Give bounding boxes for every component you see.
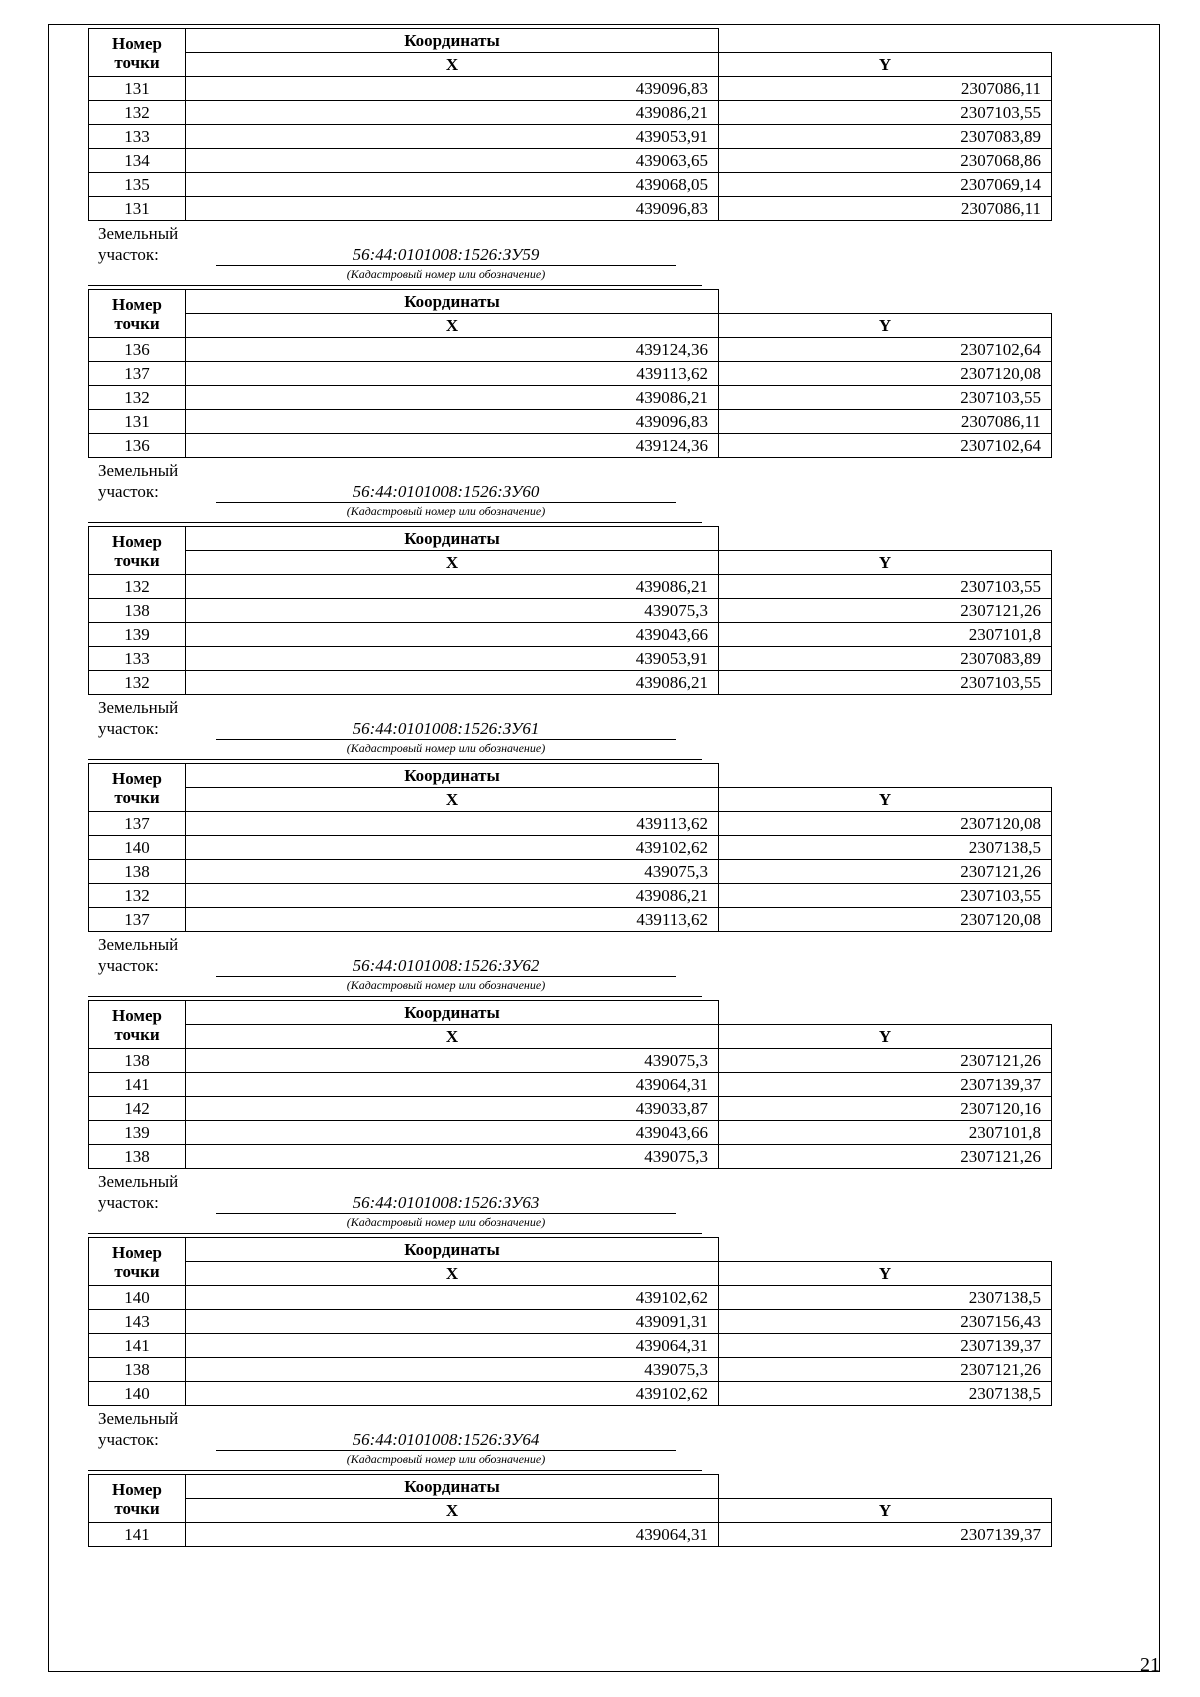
table-row [89, 173, 1052, 197]
table-row [89, 1097, 1052, 1121]
coordinates-table [88, 763, 1052, 932]
x-coordinate: 439102,62 [186, 1382, 719, 1406]
y-coordinate: 2307121,26 [719, 860, 1052, 884]
col-number-line2: точки [114, 52, 160, 72]
parcel-header [88, 221, 1052, 289]
table-row [89, 1145, 1052, 1169]
coordinates-table [88, 28, 1052, 221]
col-y-header: Y [719, 1499, 1052, 1523]
col-y-header: Y [719, 314, 1052, 338]
point-number: 135 [89, 173, 186, 197]
point-number: 132 [89, 101, 186, 125]
y-coordinate: 2307102,64 [719, 434, 1052, 458]
table-row [89, 1121, 1052, 1145]
x-coordinate: 439102,62 [186, 836, 719, 860]
col-x-header: X [186, 1262, 719, 1286]
table-row [89, 1382, 1052, 1406]
parcel-label-line2: участок: [98, 956, 159, 975]
header-blank-cell [719, 764, 1052, 788]
x-coordinate: 439124,36 [186, 434, 719, 458]
x-coordinate: 439113,62 [186, 362, 719, 386]
separator-line [88, 759, 702, 760]
point-number: 136 [89, 338, 186, 362]
point-number: 136 [89, 434, 186, 458]
header-blank-cell [719, 29, 1052, 53]
y-coordinate: 2307083,89 [719, 647, 1052, 671]
parcel-label-line2: участок: [98, 719, 159, 738]
col-number-line1: Номер [112, 1005, 162, 1025]
x-coordinate: 439102,62 [186, 1286, 719, 1310]
header-row-xy [89, 1025, 1052, 1049]
col-number-line2: точки [114, 313, 160, 333]
parcel-label-line2: участок: [98, 1193, 159, 1212]
x-coordinate: 439086,21 [186, 101, 719, 125]
point-number: 137 [89, 362, 186, 386]
y-coordinate: 2307139,37 [719, 1523, 1052, 1547]
table-row [89, 812, 1052, 836]
cadastral-caption: (Кадастровый номер или обозначение) [346, 1452, 546, 1466]
x-coordinate: 439063,65 [186, 149, 719, 173]
y-coordinate: 2307138,5 [719, 836, 1052, 860]
point-number: 132 [89, 671, 186, 695]
x-coordinate: 439075,3 [186, 1049, 719, 1073]
parcel-label [98, 934, 178, 976]
x-coordinate: 439064,31 [186, 1334, 719, 1358]
parcel-label [98, 697, 178, 739]
point-number: 138 [89, 1358, 186, 1382]
col-y-header: Y [719, 1025, 1052, 1049]
point-number: 132 [89, 386, 186, 410]
table-row [89, 77, 1052, 101]
y-coordinate: 2307120,08 [719, 908, 1052, 932]
col-y-header: Y [719, 1262, 1052, 1286]
header-blank-cell [719, 527, 1052, 551]
header-row-xy [89, 788, 1052, 812]
header-row-xy [89, 551, 1052, 575]
table-row [89, 410, 1052, 434]
col-coords-header: Координаты [186, 1001, 719, 1025]
table-row [89, 338, 1052, 362]
cadastral-caption: (Кадастровый номер или обозначение) [346, 978, 546, 992]
point-number: 138 [89, 860, 186, 884]
parcel-label [98, 1171, 178, 1213]
col-number-header [89, 290, 186, 338]
col-x-header: X [186, 314, 719, 338]
table-row [89, 671, 1052, 695]
col-coords-header: Координаты [186, 29, 719, 53]
x-coordinate: 439075,3 [186, 1145, 719, 1169]
parcel-label-line2: участок: [98, 245, 159, 264]
coordinates-table [88, 1237, 1052, 1406]
parcel-label [98, 1408, 178, 1450]
parcel-header [88, 1169, 1052, 1237]
cadastral-caption: (Кадастровый номер или обозначение) [346, 741, 546, 755]
parcel-label-line1: Земельный [98, 461, 179, 480]
point-number: 131 [89, 77, 186, 101]
y-coordinate: 2307102,64 [719, 338, 1052, 362]
point-number: 131 [89, 410, 186, 434]
y-coordinate: 2307139,37 [719, 1073, 1052, 1097]
y-coordinate: 2307101,8 [719, 1121, 1052, 1145]
table-row [89, 1358, 1052, 1382]
table-row [89, 197, 1052, 221]
parcel-label-line1: Земельный [98, 698, 179, 717]
col-number-header [89, 527, 186, 575]
point-number: 141 [89, 1523, 186, 1547]
header-row [89, 29, 1052, 53]
cadastral-caption: (Кадастровый номер или обозначение) [346, 267, 546, 281]
table-row [89, 623, 1052, 647]
header-row [89, 1475, 1052, 1499]
col-number-line1: Номер [112, 768, 162, 788]
col-coords-header: Координаты [186, 527, 719, 551]
coordinates-table [88, 1474, 1052, 1547]
x-coordinate: 439075,3 [186, 1358, 719, 1382]
point-number: 141 [89, 1073, 186, 1097]
table-row [89, 386, 1052, 410]
point-number: 133 [89, 647, 186, 671]
col-number-line1: Номер [112, 33, 162, 53]
cadastral-number: 56:44:0101008:1526:ЗУ61 [216, 719, 676, 740]
point-number: 137 [89, 812, 186, 836]
table-row [89, 149, 1052, 173]
x-coordinate: 439075,3 [186, 860, 719, 884]
y-coordinate: 2307121,26 [719, 1358, 1052, 1382]
y-coordinate: 2307086,11 [719, 197, 1052, 221]
table-row [89, 1334, 1052, 1358]
x-coordinate: 439033,87 [186, 1097, 719, 1121]
col-x-header: X [186, 1025, 719, 1049]
x-coordinate: 439113,62 [186, 908, 719, 932]
separator-line [88, 996, 702, 997]
col-x-header: X [186, 1499, 719, 1523]
x-coordinate: 439064,31 [186, 1073, 719, 1097]
parcel-label-line1: Земельный [98, 935, 179, 954]
y-coordinate: 2307120,08 [719, 812, 1052, 836]
col-number-line1: Номер [112, 531, 162, 551]
parcel-label [98, 223, 178, 265]
y-coordinate: 2307139,37 [719, 1334, 1052, 1358]
y-coordinate: 2307121,26 [719, 1145, 1052, 1169]
y-coordinate: 2307103,55 [719, 671, 1052, 695]
y-coordinate: 2307101,8 [719, 623, 1052, 647]
x-coordinate: 439086,21 [186, 386, 719, 410]
table-row [89, 599, 1052, 623]
separator-line [88, 285, 702, 286]
parcel-header [88, 458, 1052, 526]
parcel-label-line1: Земельный [98, 1409, 179, 1428]
point-number: 139 [89, 1121, 186, 1145]
header-row-xy [89, 1499, 1052, 1523]
point-number: 133 [89, 125, 186, 149]
header-row-xy [89, 53, 1052, 77]
coordinates-table [88, 1000, 1052, 1169]
coordinates-table [88, 526, 1052, 695]
col-number-line1: Номер [112, 294, 162, 314]
y-coordinate: 2307103,55 [719, 575, 1052, 599]
point-number: 138 [89, 1049, 186, 1073]
header-blank-cell [719, 1475, 1052, 1499]
x-coordinate: 439043,66 [186, 1121, 719, 1145]
coordinates-table [88, 289, 1052, 458]
y-coordinate: 2307086,11 [719, 410, 1052, 434]
point-number: 134 [89, 149, 186, 173]
x-coordinate: 439053,91 [186, 125, 719, 149]
cadastral-caption: (Кадастровый номер или обозначение) [346, 504, 546, 518]
x-coordinate: 439096,83 [186, 410, 719, 434]
separator-line [88, 1470, 702, 1471]
x-coordinate: 439124,36 [186, 338, 719, 362]
cadastral-number: 56:44:0101008:1526:ЗУ63 [216, 1193, 676, 1214]
header-row-xy [89, 314, 1052, 338]
table-row [89, 860, 1052, 884]
col-number-header [89, 29, 186, 77]
table-row [89, 101, 1052, 125]
header-row [89, 527, 1052, 551]
y-coordinate: 2307069,14 [719, 173, 1052, 197]
table-row [89, 908, 1052, 932]
table-row [89, 1310, 1052, 1334]
point-number: 132 [89, 575, 186, 599]
col-number-header [89, 1475, 186, 1523]
point-number: 138 [89, 1145, 186, 1169]
x-coordinate: 439068,05 [186, 173, 719, 197]
document-content [88, 28, 1052, 1547]
col-x-header: X [186, 551, 719, 575]
point-number: 138 [89, 599, 186, 623]
x-coordinate: 439075,3 [186, 599, 719, 623]
point-number: 132 [89, 884, 186, 908]
col-x-header: X [186, 53, 719, 77]
point-number: 140 [89, 1382, 186, 1406]
parcel-label [98, 460, 178, 502]
y-coordinate: 2307103,55 [719, 101, 1052, 125]
point-number: 131 [89, 197, 186, 221]
header-row [89, 1238, 1052, 1262]
header-row-xy [89, 1262, 1052, 1286]
table-row [89, 1073, 1052, 1097]
y-coordinate: 2307083,89 [719, 125, 1052, 149]
col-number-line2: точки [114, 550, 160, 570]
parcel-header [88, 695, 1052, 763]
x-coordinate: 439096,83 [186, 77, 719, 101]
parcel-label-line1: Земельный [98, 1172, 179, 1191]
col-coords-header: Координаты [186, 1238, 719, 1262]
header-row [89, 290, 1052, 314]
table-row [89, 647, 1052, 671]
col-number-line2: точки [114, 1261, 160, 1281]
table-row [89, 362, 1052, 386]
cadastral-number: 56:44:0101008:1526:ЗУ64 [216, 1430, 676, 1451]
cadastral-caption: (Кадастровый номер или обозначение) [346, 1215, 546, 1229]
col-number-line2: точки [114, 1498, 160, 1518]
col-coords-header: Координаты [186, 764, 719, 788]
cadastral-number: 56:44:0101008:1526:ЗУ60 [216, 482, 676, 503]
y-coordinate: 2307121,26 [719, 599, 1052, 623]
point-number: 139 [89, 623, 186, 647]
page-number: 21 [1140, 1654, 1160, 1676]
col-y-header: Y [719, 788, 1052, 812]
point-number: 141 [89, 1334, 186, 1358]
parcel-label-line2: участок: [98, 1430, 159, 1449]
y-coordinate: 2307121,26 [719, 1049, 1052, 1073]
x-coordinate: 439096,83 [186, 197, 719, 221]
x-coordinate: 439064,31 [186, 1523, 719, 1547]
col-number-line2: точки [114, 1024, 160, 1044]
header-row [89, 764, 1052, 788]
point-number: 142 [89, 1097, 186, 1121]
y-coordinate: 2307086,11 [719, 77, 1052, 101]
table-row [89, 434, 1052, 458]
y-coordinate: 2307103,55 [719, 884, 1052, 908]
x-coordinate: 439043,66 [186, 623, 719, 647]
point-number: 140 [89, 1286, 186, 1310]
col-number-line1: Номер [112, 1479, 162, 1499]
point-number: 140 [89, 836, 186, 860]
col-y-header: Y [719, 551, 1052, 575]
header-blank-cell [719, 1238, 1052, 1262]
header-blank-cell [719, 290, 1052, 314]
parcel-header [88, 1406, 1052, 1474]
point-number: 137 [89, 908, 186, 932]
y-coordinate: 2307068,86 [719, 149, 1052, 173]
x-coordinate: 439086,21 [186, 671, 719, 695]
col-number-header [89, 1238, 186, 1286]
y-coordinate: 2307103,55 [719, 386, 1052, 410]
y-coordinate: 2307120,16 [719, 1097, 1052, 1121]
table-row [89, 1523, 1052, 1547]
header-blank-cell [719, 1001, 1052, 1025]
y-coordinate: 2307120,08 [719, 362, 1052, 386]
table-row [89, 884, 1052, 908]
col-x-header: X [186, 788, 719, 812]
col-y-header: Y [719, 53, 1052, 77]
table-row [89, 836, 1052, 860]
table-row [89, 1049, 1052, 1073]
parcel-label-line2: участок: [98, 482, 159, 501]
x-coordinate: 439113,62 [186, 812, 719, 836]
x-coordinate: 439091,31 [186, 1310, 719, 1334]
cadastral-number: 56:44:0101008:1526:ЗУ59 [216, 245, 676, 266]
header-row [89, 1001, 1052, 1025]
table-row [89, 575, 1052, 599]
y-coordinate: 2307156,43 [719, 1310, 1052, 1334]
col-number-header [89, 1001, 186, 1049]
point-number: 143 [89, 1310, 186, 1334]
table-row [89, 1286, 1052, 1310]
separator-line [88, 1233, 702, 1234]
x-coordinate: 439053,91 [186, 647, 719, 671]
col-number-line1: Номер [112, 1242, 162, 1262]
col-coords-header: Координаты [186, 290, 719, 314]
y-coordinate: 2307138,5 [719, 1286, 1052, 1310]
cadastral-number: 56:44:0101008:1526:ЗУ62 [216, 956, 676, 977]
parcel-header [88, 932, 1052, 1000]
table-row [89, 125, 1052, 149]
col-number-line2: точки [114, 787, 160, 807]
separator-line [88, 522, 702, 523]
parcel-label-line1: Земельный [98, 224, 179, 243]
col-number-header [89, 764, 186, 812]
x-coordinate: 439086,21 [186, 884, 719, 908]
x-coordinate: 439086,21 [186, 575, 719, 599]
col-coords-header: Координаты [186, 1475, 719, 1499]
y-coordinate: 2307138,5 [719, 1382, 1052, 1406]
